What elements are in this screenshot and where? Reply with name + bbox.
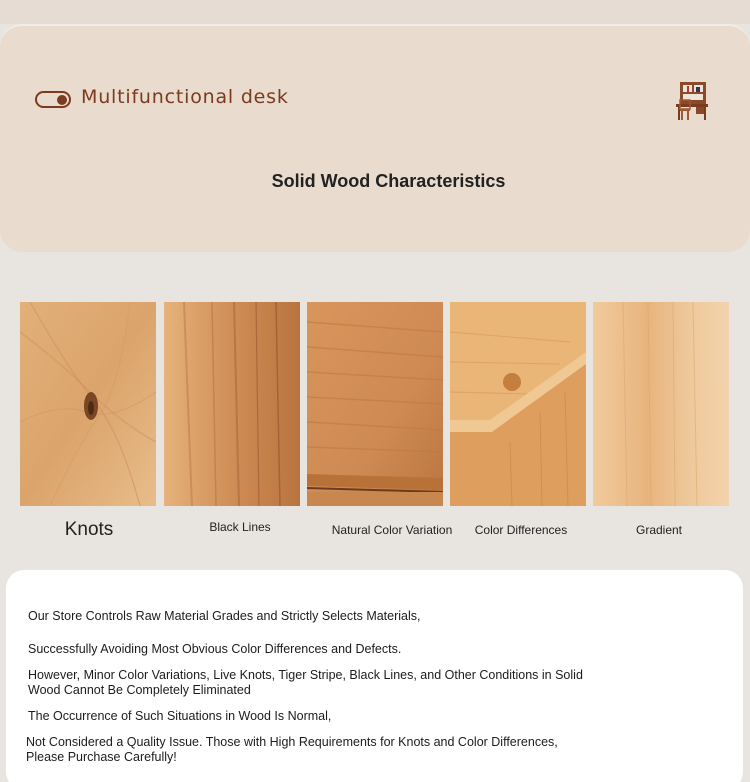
- section-title: Solid Wood Characteristics: [271, 171, 506, 191]
- info-line-1: Our Store Controls Raw Material Grades and Strictly Selects Materials,: [28, 609, 421, 623]
- knots-swatch-image: [20, 302, 156, 506]
- natural-color-variation-swatch-image: [307, 302, 443, 506]
- swatch-caption-color-differences: Color Differences: [474, 523, 568, 537]
- info-line-3b: Wood Cannot Be Completely Eliminated: [28, 683, 251, 697]
- info-line-3a: However, Minor Color Variations, Live Knots, Tiger Stripe, Black Lines, and Other Conditions in Solid: [28, 668, 583, 682]
- black-lines-swatch-image: [164, 302, 300, 506]
- info-line-5b: Please Purchase Carefully!: [26, 750, 177, 764]
- info-line-4: The Occurrence of Such Situations in Wood Is Normal,: [28, 709, 332, 723]
- toggle-switch-icon: [35, 91, 71, 108]
- info-line-5a: Not Considered a Quality Issue. Those with High Requirements for Knots and Color Differences,: [26, 735, 558, 749]
- info-line-2: Successfully Avoiding Most Obvious Color Differences and Defects.: [28, 642, 402, 656]
- info-panel: [6, 570, 743, 782]
- top-strip: [0, 0, 750, 24]
- swatch-caption-knots: Knots: [64, 519, 114, 540]
- header-banner: [0, 24, 750, 252]
- swatch-caption-gradient: Gradient: [635, 523, 683, 537]
- gradient-swatch-image: [593, 302, 729, 506]
- swatch-caption-black-lines: Black Lines: [209, 520, 271, 534]
- color-differences-swatch-image: [450, 302, 586, 506]
- desk-with-hutch-icon: [674, 80, 710, 122]
- wood-swatch-row: [20, 302, 730, 506]
- swatch-caption-natural-color-variation: Natural Color Variation: [331, 523, 453, 537]
- brand-label: Multifunctional desk: [81, 86, 289, 108]
